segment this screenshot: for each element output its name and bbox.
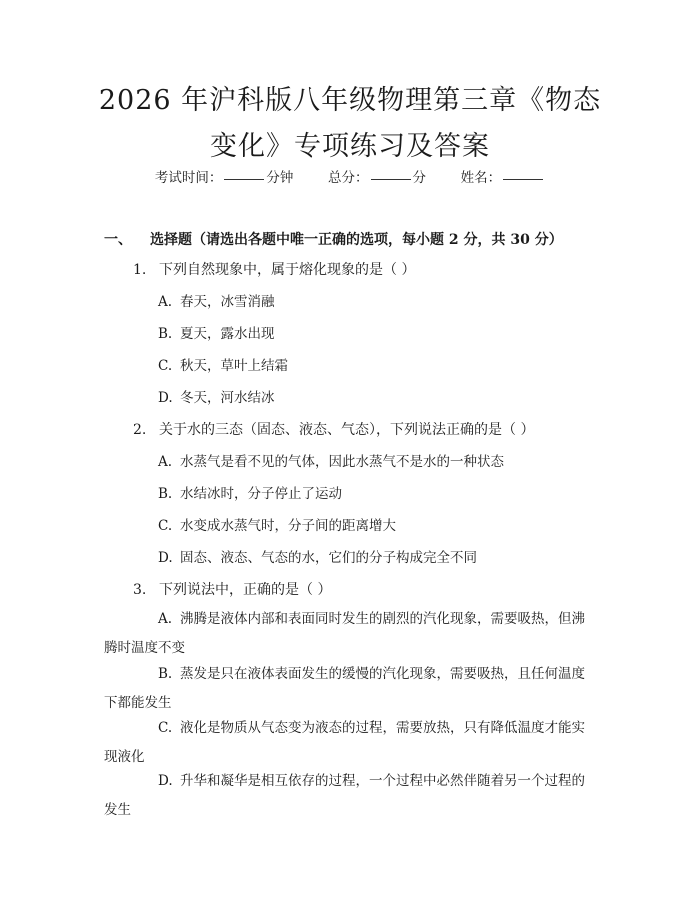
- question-2: [133, 420, 534, 440]
- option-2c: [158, 516, 396, 536]
- question-1: [133, 260, 415, 280]
- option-text: 液化是物质从气态变为液态的过程，需要放热，只有降低温度才能实现液化: [104, 720, 585, 765]
- option-text: 水结冰时，分子停止了运动: [180, 486, 342, 502]
- option-label: B.: [158, 486, 173, 502]
- question-number: 1.: [133, 262, 147, 278]
- exam-time-blank: [224, 179, 264, 180]
- option-text: 春天，冰雪消融: [180, 294, 275, 310]
- option-text: 蒸发是只在液体表面发生的缓慢的汽化现象，需要吸热，且任何温度下都能发生: [104, 666, 585, 711]
- exam-info-line: [0, 168, 700, 188]
- option-1d: [158, 388, 275, 408]
- question-number: 2.: [133, 422, 147, 438]
- option-2b: [158, 484, 342, 504]
- option-label: A.: [158, 454, 173, 470]
- exam-time-label: 考试时间：: [154, 170, 223, 186]
- option-3d: [104, 767, 592, 825]
- option-text: 水变成水蒸气时，分子间的距离增大: [180, 518, 396, 534]
- option-label: A.: [158, 611, 173, 627]
- option-label: C.: [158, 518, 173, 534]
- question-text: 下列自然现象中，属于熔化现象的是（ ）: [159, 262, 416, 278]
- question-number: 3.: [133, 582, 147, 598]
- option-label: C.: [158, 358, 173, 374]
- option-3a: [104, 605, 592, 663]
- section-heading: [104, 230, 563, 250]
- total-score-label: 总分：: [328, 170, 369, 186]
- option-label: D.: [158, 390, 173, 406]
- option-text: 升华和凝华是相互依存的过程，一个过程中必然伴随着另一个过程的发生: [104, 773, 585, 818]
- option-label: C.: [158, 720, 173, 736]
- total-score-unit: 分: [412, 170, 426, 186]
- option-text: 沸腾是液体内部和表面同时发生的剧烈的汽化现象，需要吸热，但沸腾时温度不变: [104, 611, 585, 656]
- option-label: D.: [158, 773, 173, 789]
- page-title: 2026 年沪科版八年级物理第三章《物态变化》专项练习及答案: [98, 85, 602, 162]
- option-text: 固态、液态、气态的水，它们的分子构成完全不同: [180, 550, 477, 566]
- option-3b: [104, 660, 592, 718]
- section-title: 选择题（请选出各题中唯一正确的选项，每小题 2 分，共 30 分）: [150, 232, 563, 248]
- option-label: B.: [158, 326, 173, 342]
- option-2d: [158, 548, 477, 568]
- option-text: 夏天，露水出现: [180, 326, 275, 342]
- option-1c: [158, 356, 288, 376]
- option-text: 秋天，草叶上结霜: [180, 358, 288, 374]
- question-text: 下列说法中，正确的是（ ）: [159, 582, 332, 598]
- option-label: B.: [158, 666, 173, 682]
- section-number: 一、: [104, 232, 132, 248]
- option-3c: [104, 714, 592, 772]
- option-1a: [158, 292, 275, 312]
- option-text: 冬天，河水结冰: [180, 390, 275, 406]
- total-score-blank: [371, 179, 411, 180]
- option-label: A.: [158, 294, 173, 310]
- option-2a: [158, 452, 504, 472]
- exam-time-unit: 分钟: [266, 170, 294, 186]
- student-name-blank: [503, 179, 543, 180]
- question-3: [133, 580, 331, 600]
- student-name-label: 姓名：: [460, 170, 502, 186]
- option-text: 水蒸气是看不见的气体，因此水蒸气不是水的一种状态: [180, 454, 504, 470]
- option-1b: [158, 324, 275, 344]
- option-label: D.: [158, 550, 173, 566]
- question-text: 关于水的三态（固态、液态、气态），下列说法正确的是（ ）: [159, 422, 535, 438]
